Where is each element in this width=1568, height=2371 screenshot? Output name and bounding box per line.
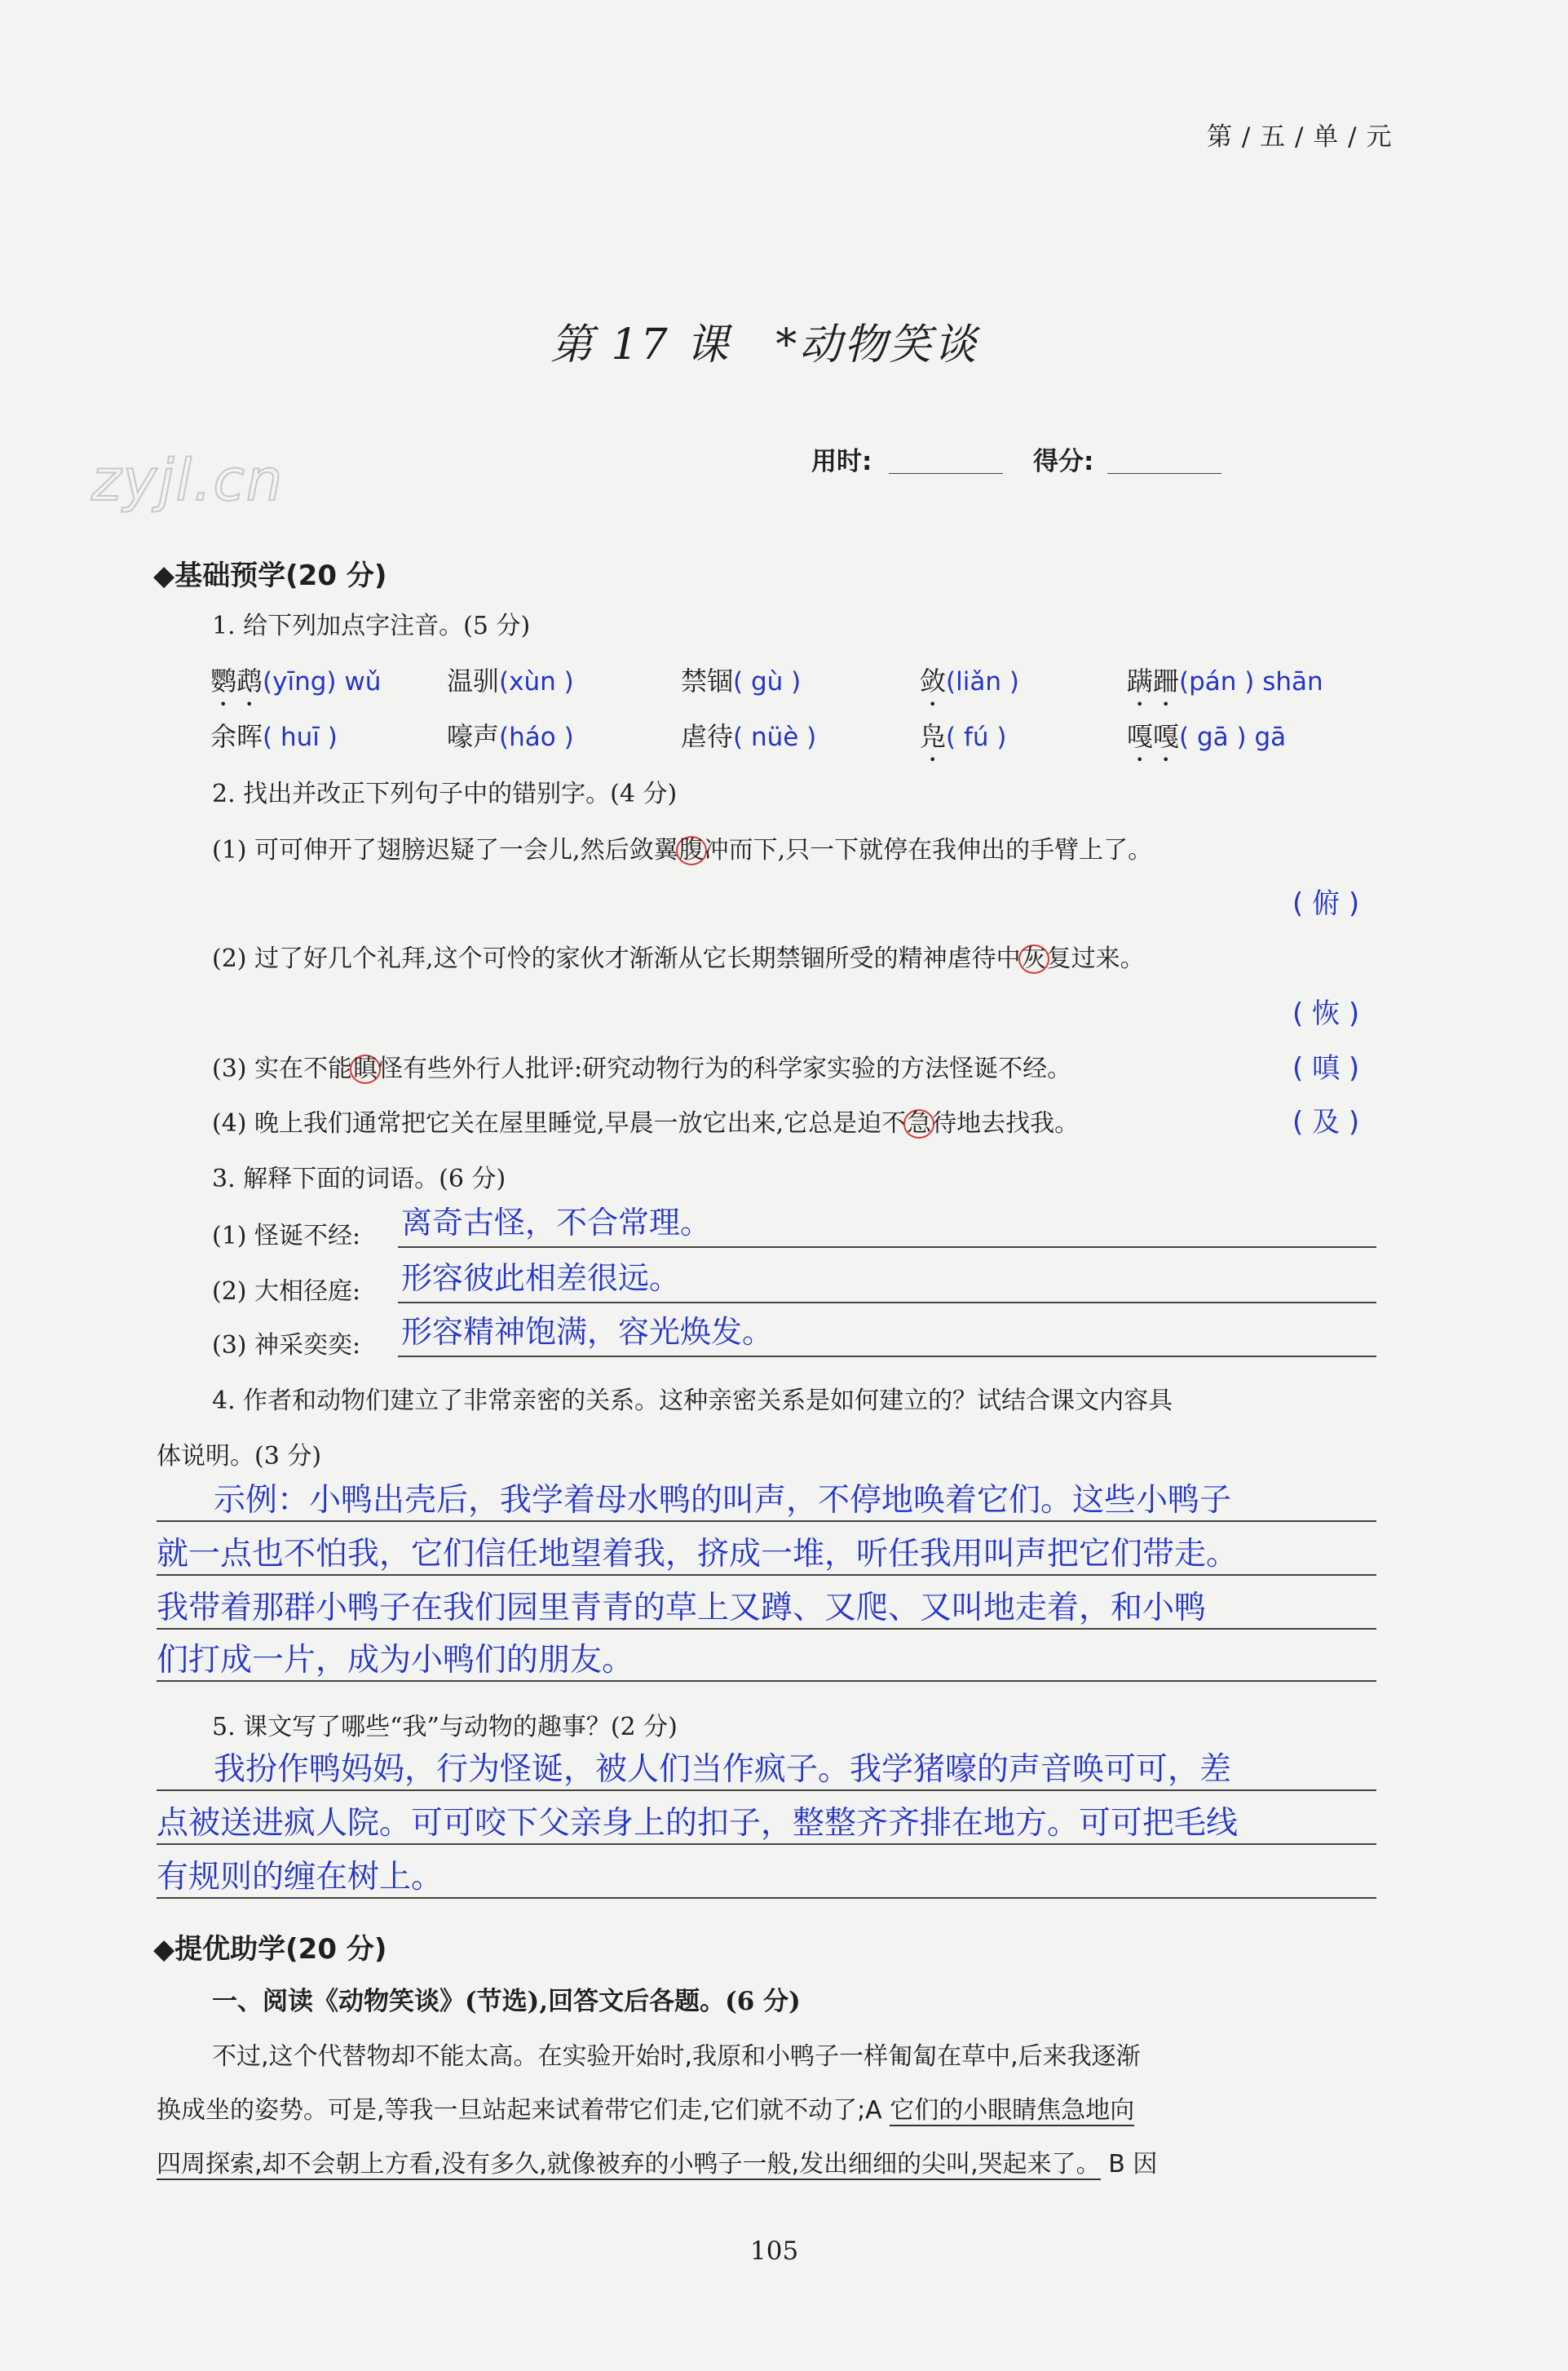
q1-item	[447, 661, 574, 698]
watermark: zyjl.cn	[91, 447, 285, 514]
q1-prompt: 1. 给下列加点字注音。(5 分)	[212, 612, 531, 640]
q1-pinyin: (pán ) shān	[1179, 667, 1323, 697]
q3-label: (3) 神采奕奕:	[212, 1331, 361, 1360]
q5-answer-line: 有规则的缠在树上。	[157, 1859, 444, 1895]
q1-pinyin: (yīng) wǔ	[263, 667, 382, 697]
q2-answer-3: ( 嗔 )	[1292, 1052, 1360, 1085]
q2-answer-2: ( 恢 )	[1292, 998, 1360, 1030]
q1-item	[210, 661, 381, 712]
wrong-char-circle: 腹	[676, 836, 707, 865]
sentence-text: (1) 可可伸开了翅膀迟疑了一会儿,然后敛翼	[212, 836, 678, 865]
q1-item	[447, 716, 574, 754]
score-label: 得分:	[1033, 447, 1094, 476]
q1-word: 蹒跚	[1127, 666, 1180, 697]
q1-item	[920, 716, 1006, 767]
wrong-char-circle: 急	[903, 1109, 934, 1139]
passage-text: B 因	[1100, 2150, 1158, 2179]
lesson-title: 第 17 课 *动物笑谈	[550, 321, 979, 369]
q3-prompt: 3. 解释下面的词语。(6 分)	[212, 1165, 506, 1193]
q1-pinyin: ( fú )	[946, 723, 1007, 752]
q1-pinyin: ( nüè )	[733, 723, 817, 752]
answer-rule	[157, 1897, 1376, 1899]
q1-pinyin: (háo )	[499, 723, 574, 752]
q1-word: 凫	[920, 721, 947, 752]
score-blank[interactable]	[1107, 473, 1221, 474]
q5-answer-line: 点被送进疯人院。可可咬下父亲身上的扣子，整整齐齐排在地方。可可把毛线	[157, 1805, 1239, 1842]
q4-answer-line: 示例：小鸭出壳后，我学着母水鸭的叫声，不停地唤着它们。这些小鸭子	[214, 1482, 1232, 1519]
q5-answer-line: 我扮作鸭妈妈，行为怪诞，被人们当作疯子。我学猪嚎的声音唤可可，差	[214, 1751, 1232, 1788]
q1-word: 敛	[920, 666, 947, 697]
q4-prompt: 体说明。(3 分)	[157, 1442, 322, 1471]
q2-answer-1: ( 俯 )	[1292, 887, 1360, 920]
passage-text: 换成坐的姿势。可是,等我一旦站起来试着带它们走,它们就不动了;A	[157, 2096, 890, 2125]
answer-rule	[157, 1843, 1376, 1845]
answer-rule	[157, 1574, 1376, 1576]
q1-word: 温驯	[447, 666, 500, 697]
q3-answer-line	[398, 1356, 1376, 1357]
reading-title: 一、阅读《动物笑谈》(节选),回答文后各题。(6 分)	[212, 1987, 801, 2016]
q3-answer: 离奇古怪，不合常理。	[401, 1205, 712, 1241]
sentence-text: (3) 实在不能	[212, 1055, 353, 1083]
unit-header: 第 / 五 / 单 / 元	[1207, 122, 1393, 152]
q1-word: 嘎嘎	[1127, 721, 1180, 752]
q4-answer-line: 们打成一片，成为小鸭们的朋友。	[157, 1642, 634, 1679]
q1-word: 嚎声	[447, 721, 500, 752]
q3-label: (1) 怪诞不经:	[212, 1222, 361, 1250]
sentence-text: 冲而下,只一下就停在我伸出的手臂上了。	[704, 836, 1153, 865]
time-label: 用时:	[811, 447, 872, 476]
q2-sentence-1	[212, 829, 1152, 865]
q3-answer-line	[398, 1302, 1376, 1303]
q3-answer: 形容精神饱满，容光焕发。	[401, 1314, 774, 1350]
q3-label: (2) 大相径庭:	[212, 1277, 361, 1306]
q2-answer-4: ( 及 )	[1292, 1106, 1360, 1139]
sentence-text: (2) 过了好几个礼拜,这个可怜的家伙才渐渐从它长期禁锢所受的精神虐待中	[212, 944, 1021, 973]
q5-prompt: 5. 课文写了哪些“我”与动物的趣事？(2 分)	[212, 1713, 678, 1741]
sentence-text: 怪有些外行人批评:研究动物行为的科学家实验的方法怪诞不经。	[378, 1055, 1072, 1083]
page-number: 105	[750, 2236, 799, 2266]
passage-line: 不过,这个代替物却不能太高。在实验开始时,我原和小鸭子一样匍匐在草中,后来我逐渐	[212, 2042, 1141, 2071]
q2-sentence-3	[212, 1048, 1071, 1084]
q4-answer-line: 就一点也不怕我，它们信任地望着我，挤成一堆，听任我用叫声把它们带走。	[157, 1536, 1239, 1573]
q1-word: 余晖	[210, 721, 263, 752]
sentence-text: 待地去找我。	[932, 1109, 1080, 1138]
q1-pinyin: (xùn )	[499, 667, 574, 697]
q2-sentence-4	[212, 1103, 1079, 1139]
passage-underlined: 它们的小眼睛焦急地向	[890, 2096, 1135, 2125]
q3-answer: 形容彼此相差很远。	[401, 1260, 681, 1296]
q2-prompt: 2. 找出并改正下列句子中的错别字。(4 分)	[212, 780, 678, 808]
sentence-text: (4) 晚上我们通常把它关在屋里睡觉,早晨一放它出来,它总是迫不	[212, 1109, 907, 1138]
q3-answer-line	[398, 1246, 1376, 1248]
passage-underlined: 四周探索,却不会朝上方看,没有多久,就像被弃的小鸭子一般,发出细细的尖叫,哭起来了。	[157, 2150, 1101, 2179]
q1-item	[1127, 716, 1286, 767]
passage-line	[157, 2090, 1134, 2125]
q1-word: 禁锢	[681, 666, 734, 697]
answer-rule	[157, 1520, 1376, 1522]
q1-item	[1127, 661, 1323, 712]
q1-item	[920, 661, 1019, 712]
passage-line	[157, 2143, 1157, 2179]
q1-item	[681, 716, 816, 754]
answer-rule	[157, 1680, 1376, 1682]
answer-rule	[157, 1789, 1376, 1791]
time-blank[interactable]	[889, 473, 1003, 474]
q1-pinyin: (liǎn )	[946, 667, 1019, 697]
q1-pinyin: ( huī )	[263, 723, 338, 752]
q4-answer-line: 我带着那群小鸭子在我们园里青青的草上又蹲、又爬、又叫地走着，和小鸭	[157, 1590, 1207, 1626]
q1-item	[681, 661, 801, 698]
section-basic-heading: ◆基础预学(20 分)	[153, 560, 387, 592]
q1-word: 鹦鹉	[210, 666, 263, 697]
section-advance-heading: ◆提优助学(20 分)	[153, 1933, 387, 1966]
q4-prompt: 4. 作者和动物们建立了非常亲密的关系。这种亲密关系是如何建立的？试结合课文内容具	[212, 1387, 1173, 1415]
q1-pinyin: ( gā ) gā	[1179, 723, 1287, 752]
q1-pinyin: ( gù )	[733, 667, 802, 697]
sentence-text: 复过来。	[1046, 944, 1145, 973]
wrong-char-circle: 瞋	[350, 1055, 381, 1084]
answer-rule	[157, 1628, 1376, 1630]
q1-word: 虐待	[681, 721, 734, 752]
q2-sentence-2	[212, 938, 1145, 974]
wrong-char-circle: 灰	[1018, 944, 1049, 974]
q1-item	[210, 716, 338, 754]
